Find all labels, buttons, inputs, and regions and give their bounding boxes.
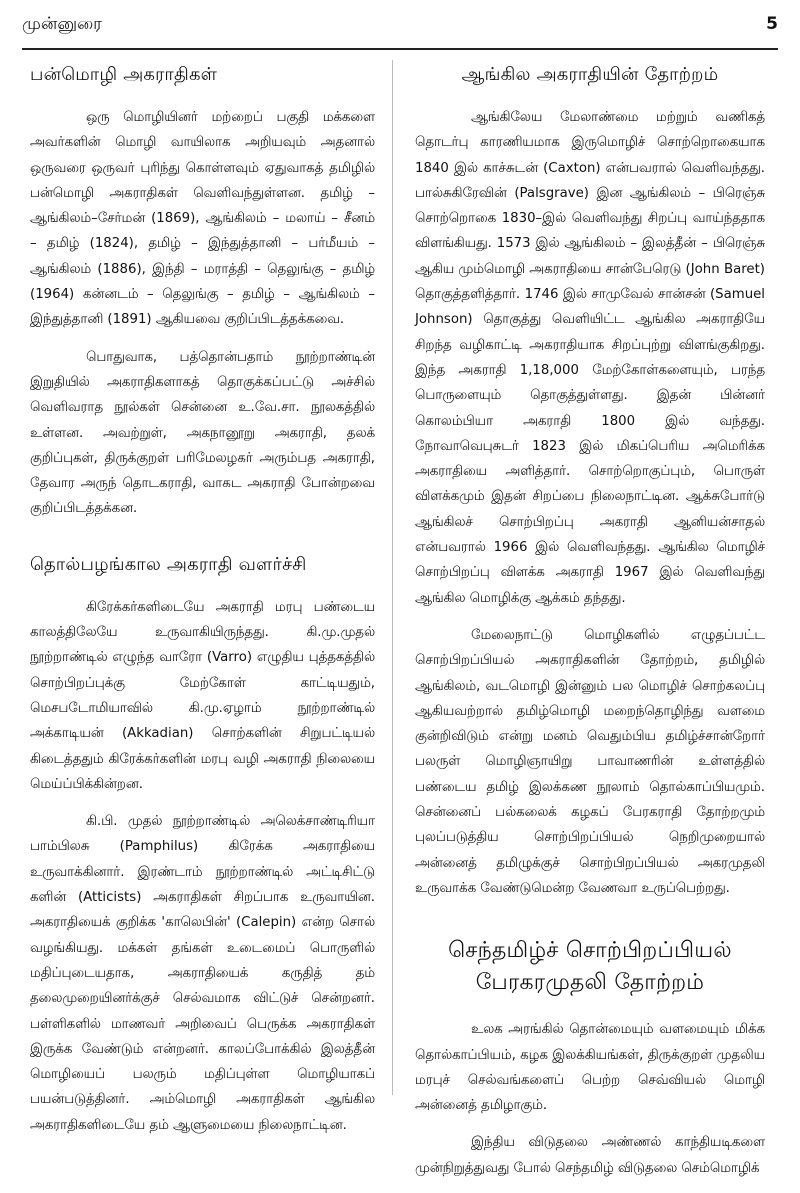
section-english-dictionary-origin — [415, 64, 765, 901]
section-heading: தொல்பழங்கால அகராதி வளர்ச்சி — [30, 553, 307, 575]
paragraph: உலக அரங்கில் தொன்மையும் வளமையும் மிக்க தொல்காப்பியம், கழக இலக்கியங்கள், திருக்குறள் முதலிய மரபுச் செல்வங்களைப் பெற்ற செவ்வியல் மொழி அன்னைத் தமிழாகும். — [415, 1022, 765, 1114]
paragraph: கி.பி. முதல் நூற்றாண்டில் அலெக்சாண்டிரியா பாம்பிலசு (Pamphilus) கிரேக்க அகராதியை உருவாக்கினார். இரண்டாம் நூற்றாண்டில் அட்டிசிட்டு களின் (Atticists) அகராதிகள் சிறப்பாக உருவாயின. அகராதியைக் குறிக்க 'காலெபின்' (Calepin) என்ற சொல் வழங்கியது. மக்கள் தங்கள் உடைமைப் பொருளில் மதிப்புடையதாக, அகராதியைக் கருதித் தம் தலைமுறையினர்க்குச் செல்வமாக விட்டுச் சென்றனர். பள்ளிகளில் மாணவர் அறிவைப் பெருக்க அகராதிகள் இருக்க வேண்டும் என்றனர். காலப்போக்கில் இலத்தீன் மொழியைப் பலரும் மதிப்புள்ள மொழியாகப் பயன்படுத்தினர். அம்மொழி அகராதிகள் ஆங்கில அகராதிகளிடையே தம் ஆளுமையை நிலைநாட்டின. — [30, 814, 375, 1133]
paragraph: ஒரு மொழியினர் மற்றைப் பகுதி மக்களை அவர்களின் மொழி வாயிலாக அறியவும் அதனால் ஒருவரை ஒருவர் புரிந்து கொள்ளவும் ஏதுவாகத் தமிழில் பன்மொழி அகராதிகள் வெளிவந்துள்ளன. தமிழ் – ஆங்கிலம்–சேர்மன் (1869), ஆங்கிலம் – மலாய் – சீனம் – தமிழ் (1824), தமிழ் – இந்துத்தானி – பர்மீயம் – ஆங்கிலம் (1886), இந்தி – மராத்தி – தெலுங்கு – தமிழ் (1964) கன்னடம் – தெலுங்கு – தமிழ் – ஆங்கிலம் – இந்துத்தானி (1891) ஆகியவை குறிப்பிடத்தக்கவை. — [30, 110, 375, 328]
right-column — [415, 58, 765, 1193]
paragraph: மேலைநாட்டு மொழிகளில் எழுதப்பட்ட சொற்பிறப்பியல் அகராதிகளின் தோற்றம், தமிழில் ஆங்கிலம், வடமொழி இன்னும் பல மொழிச் சொற்கலப்பு ஆகியவற்றால் தமிழ்மொழி மறைந்தொழிந்து வளமை குன்றிவிடும் என்று மனம் வெதும்பிய தமிழ்ச்சான்றோர் பலருள் மொழிஞாயிறு பாவாணரின் உள்ளத்தில் பண்டைய தமிழ் இலக்கண நூலாம் தொல்காப்பியமும். சென்னைப் பல்கலைக் கழகப் பேரகராதி தோற்றமும் புலப்படுத்திய சொற்பிறப்பியல் நெறிமுறையால் அன்னைத் தமிழுக்குச் சொற்பிறப்பியல் அகரமுதலி உருவாக்க வேண்டுமென்ற வேணவா உருப்பெற்றது. — [415, 627, 765, 896]
heading-line-2: பேரகரமுதலி தோற்றம் — [475, 970, 705, 996]
page-number: 5 — [766, 14, 778, 34]
page-header — [22, 14, 778, 50]
section-etymological-dictionary-origin — [415, 935, 765, 1181]
section-ancient-dictionary-growth — [30, 554, 375, 1138]
section-multilingual-dictionaries — [30, 64, 375, 522]
section-heading: பன்மொழி அகராதிகள் — [30, 64, 218, 85]
paragraph: இந்திய விடுதலை அண்ணல் காந்தியடிகளை முன்நிறுத்துவது போல் செந்தமிழ் விடுதலை செம்மொழிக் — [415, 1135, 765, 1176]
paragraph: பொதுவாக, பத்தொன்பதாம் நூற்றாண்டின் இறுதியில் அகராதிகளாகத் தொகுக்கப்பட்டு அச்சில் வெளிவராத நூல்கள் சென்னை உ.வே.சா. நூலகத்தில் உள்ளன. அவற்றுள், அகநானூறு அகராதி, தலக் குறிப்புகள், திருக்குறள் பரிமேலழகர் அரும்பத அகராதி, தேவார அருந் தொடகராதி, வாகட அகராதி போன்றவை குறிப்பிடத்தக்கன. — [30, 349, 375, 517]
paragraph: கிரேக்கர்களிடையே அகராதி மரபு பண்டைய காலத்திலேயே உருவாகியிருந்தது. கி.மு.முதல் நூற்றாண்டில் எழுந்த வாரோ (Varro) எழுதிய புத்தகத்தில் சொற்பிறப்புக்கு மேற்கோள் காட்டியதும், மெசபடோமியாவில் கி.மு.ஏழாம் நூற்றாண்டில் அக்காடியன் (Akkadian) சொற்களின் சிறுபட்டியல் கிடைத்ததும் கிரேக்கர்களின் மரபு வழி அகராதி நிலையை மெய்ப்பிக்கின்றன. — [30, 599, 375, 792]
column-divider — [392, 60, 393, 1095]
left-column — [30, 58, 375, 1150]
paragraph: ஆங்கிலேய மேலாண்மை மற்றும் வணிகத் தொடர்பு காரணியமாக இருமொழிச் சொற்றொகையாக 1840 இல் காச்சுடன் (Caxton) என்பவரால் வெளிவந்தது. பால்சுகிரேவின் (Palsgrave) இன ஆங்கிலம் – பிரெஞ்சு சொற்றொகை 1830–இல் வெளிவந்து சிறப்பு வாய்ந்ததாக விளங்கியது. 1573 இல் ஆங்கிலம் – இலத்தீன் – பிரெஞ்சு ஆகிய மும்மொழி அகராதியை சான்பேரெடு (John Baret) தொகுத்தளித்தார். 1746 இல் சாமுவேல் சான்சன் (Samuel Johnson) தொகுத்து வெளியிட்ட ஆங்கில அகராதியே சிறந்த வழிகாட்டி அகராதியாக சிறப்புற்று விளங்குகிறது. இந்த அகராதி 1,18,000 மேற்கோள்களையும், பரந்த பொருளையும் தொகுத்துள்ளது. இதன் பின்னர் கொலம்பியா அகராதி 1800 இல் வந்தது. நோவாவெபுசுடர் 1823 இல் மிகப்பெரிய அமெரிக்க அகராதியை அளித்தார். சொற்றொகுப்பும், பொருள் விளக்கமும் இதன் சிறப்பை நிலைநாட்டின. ஆக்சுபோர்டு ஆங்கிலச் சொற்பிறப்பு அகராதி ஆனியன்சாதல் என்பவரால் 1966 இல் வெளிவந்தது. ஆங்கில மொழிச் சொற்பிறப்பு விளக்க அகராதி 1967 இல் வெளிவந்து ஆங்கில மொழிக்கு ஆக்கம் தந்தது. — [415, 110, 765, 606]
section-heading: ஆங்கில அகராதியின் தோற்றம் — [461, 64, 719, 85]
heading-line-1: செந்தமிழ்ச் சொற்பிறப்பியல் — [448, 938, 732, 964]
running-title: முன்னுரை — [22, 14, 102, 34]
section-heading — [415, 935, 765, 999]
